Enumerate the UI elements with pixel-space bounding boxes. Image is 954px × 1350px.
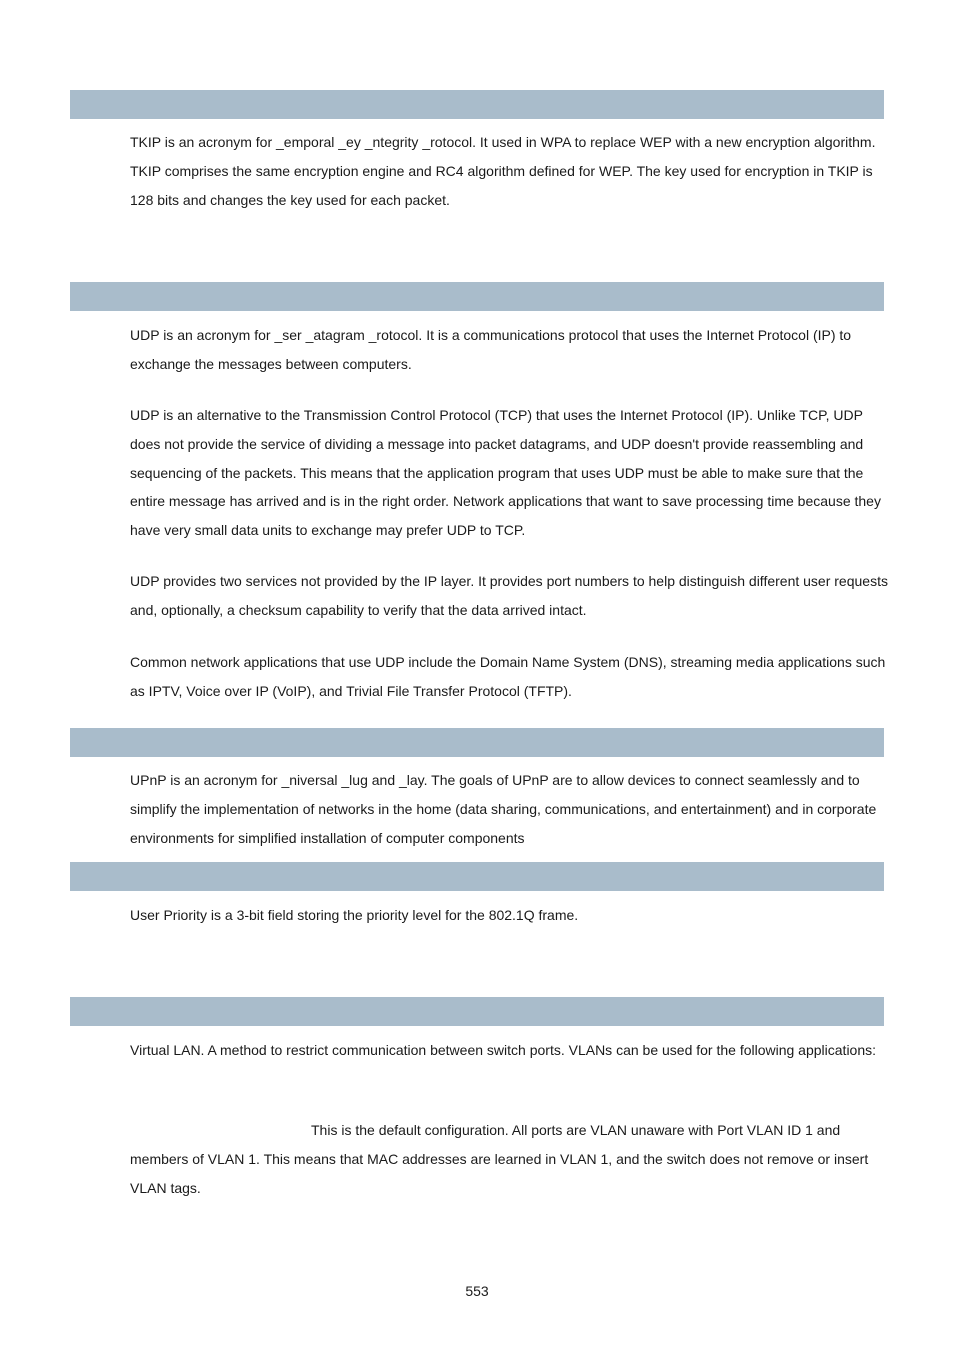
udp-paragraph-4: Common network applications that use UDP include the Domain Name System (DNS), streaming media applications such as IPTV, Voice over IP (VoIP), and Trivial File Transfer Protocol (TFTP).: [130, 654, 886, 699]
vlan-paragraph-2: This is the default configuration. All ports are VLAN unaware with Port VLAN ID 1 and members of VLAN 1. This means that MAC addresses are learned in VLAN 1, and the switch does not remove or insert VLAN tags.: [130, 1122, 869, 1196]
section-header-bar-udp: [70, 282, 884, 311]
user-priority-paragraph-1: User Priority is a 3-bit field storing the priority level for the 802.1Q frame.: [130, 907, 579, 923]
udp-paragraph-1: UDP is an acronym for _ser _atagram _rotocol. It is a communications protocol that uses the Internet Protocol (IP) to exchange the messages between computers.: [130, 327, 852, 372]
section-header-bar-upnp: [70, 728, 884, 757]
section-header-bar-user-priority: [70, 862, 884, 891]
upnp-paragraph-1: UPnP is an acronym for _niversal _lug and _lay. The goals of UPnP are to allow devices to connect seamlessly and to simplify the implementation of networks in the home (data sharing, communications, and entertainment) and in corporate environments for simplified installation of computer components: [130, 772, 877, 846]
section-header-bar-vlan: [70, 997, 884, 1026]
vlan-paragraph-1: Virtual LAN. A method to restrict communication between switch ports. VLANs can be used for the following applications:: [130, 1042, 877, 1058]
page-number: 553: [465, 1283, 489, 1299]
udp-paragraph-3: UDP provides two services not provided by the IP layer. It provides port numbers to help distinguish different user requests and, optionally, a checksum capability to verify that the data arrived intact.: [130, 573, 888, 618]
udp-paragraph-2: UDP is an alternative to the Transmission Control Protocol (TCP) that uses the Internet Protocol (IP). Unlike TCP, UDP does not provide the service of dividing a message into packet datagrams, and UDP doesn't provide reassembling and sequencing of the packets. This means that the application program that uses UDP must be able to make sure that the entire message has arrived and is in the right order. Network applications that want to save processing time because they have very small data units to exchange may prefer UDP to TCP.: [130, 407, 881, 539]
tkip-paragraph-1: TKIP is an acronym for _emporal _ey _ntegrity _rotocol. It used in WPA to replace WEP with a new encryption algorithm. TKIP comprises the same encryption engine and RC4 algorithm defined for WEP. The key used for encryption in TKIP is 128 bits and changes the key used for each packet.: [130, 134, 876, 208]
section-header-bar-tkip: [70, 90, 884, 119]
